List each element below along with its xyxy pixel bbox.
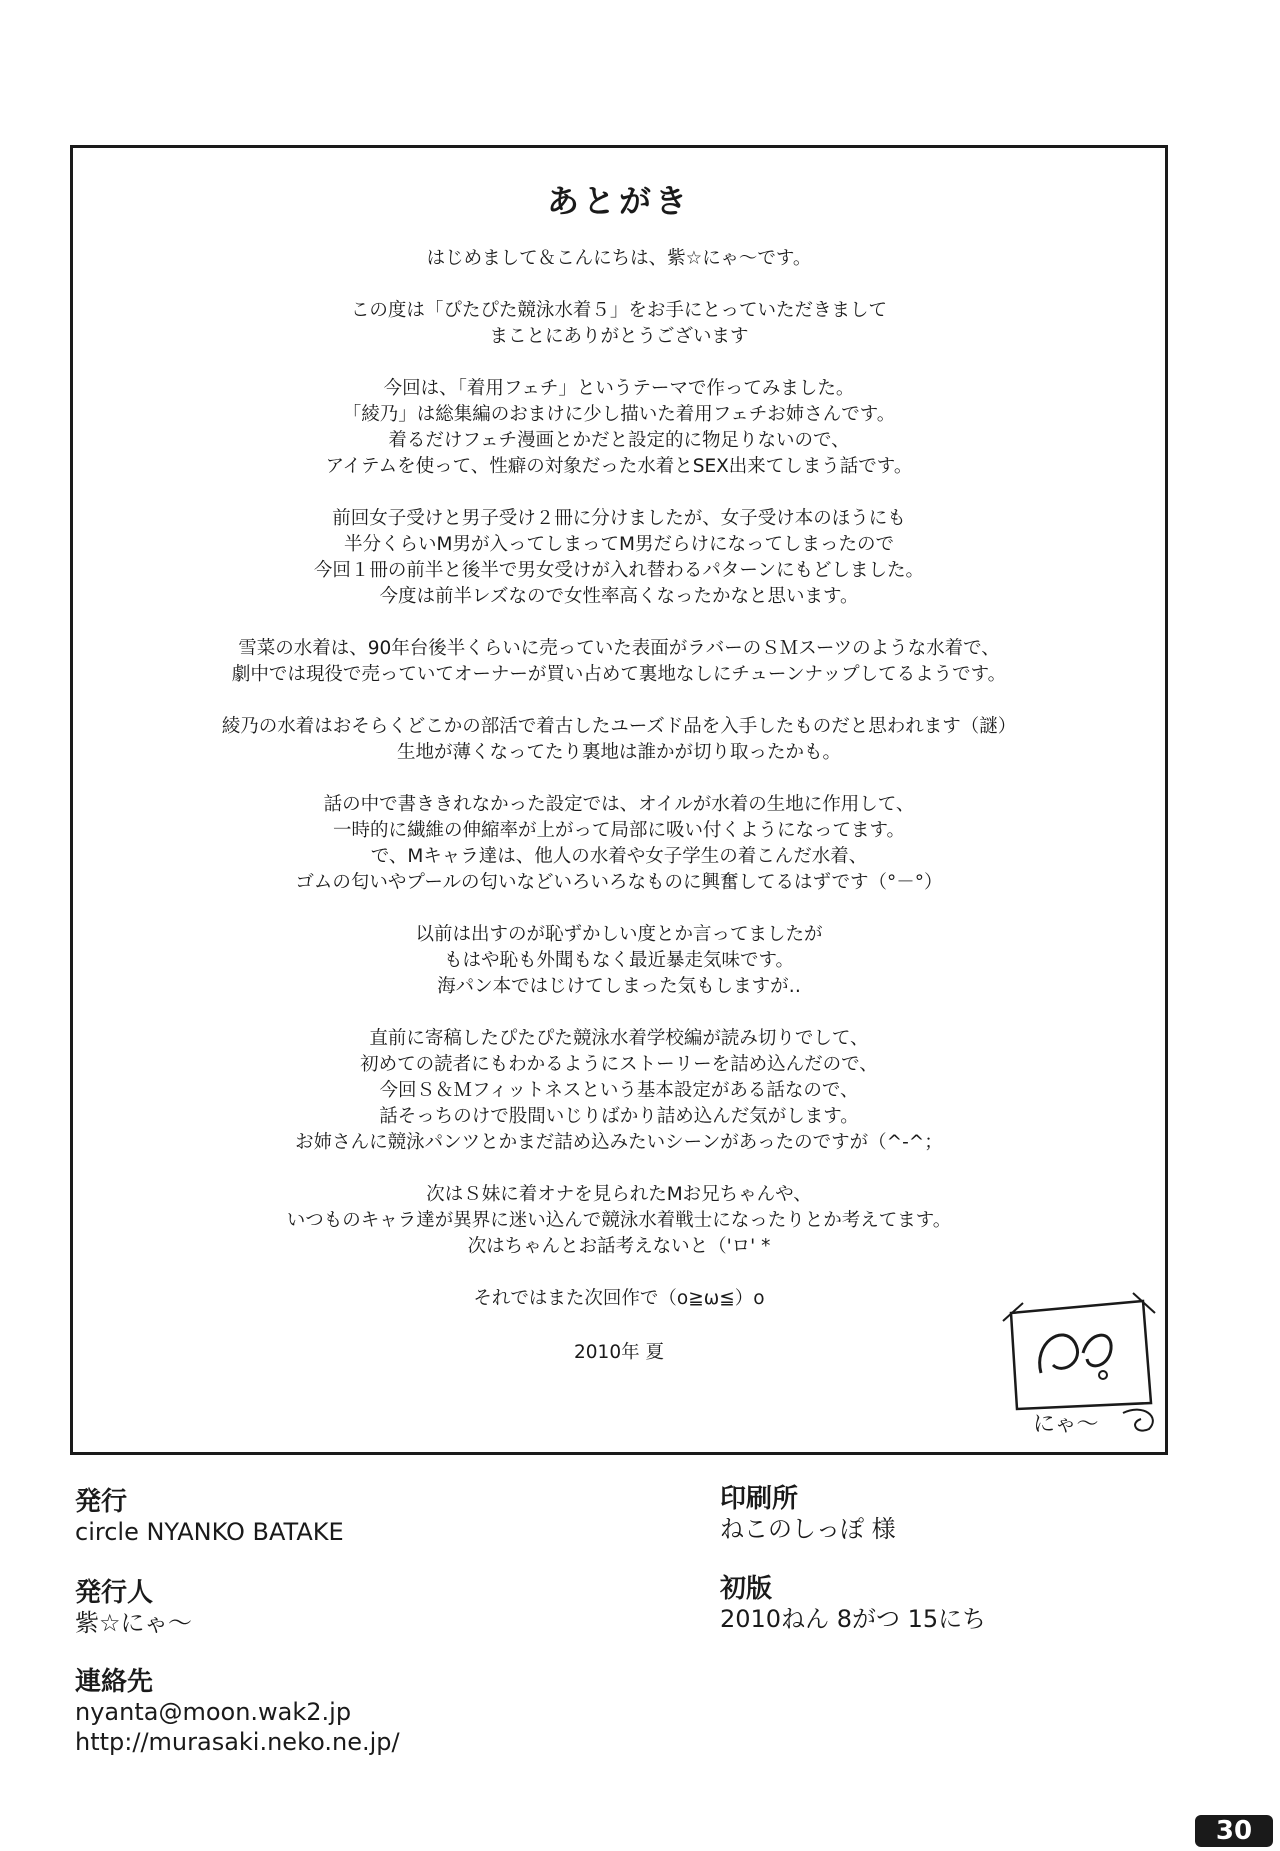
contact-url: http://murasaki.neko.ne.jp/	[75, 1728, 400, 1756]
afterword-paragraph	[73, 506, 1165, 610]
afterword-line: 綾乃の水着はおそらくどこかの部活で着古したユーズド品を入手したものだと思われます（謎）	[221, 716, 1017, 737]
signature-text: にゃ〜	[1033, 1412, 1099, 1433]
afterword-line: 劇中では現役で売っていてオーナーが買い占めて裏地なしにチューンナップしてるようです。	[231, 664, 1007, 685]
afterword-line: 「綾乃」は総集編のおまけに少し描いた着用フェチお姉さんです。	[342, 404, 896, 425]
afterword-line: 次はちゃんとお話考えないと（'ロ' *	[467, 1236, 771, 1257]
contact-label: 連絡先	[75, 1667, 154, 1697]
afterword-line: いつものキャラ達が異界に迷い込んで競泳水着戦士になったりとか考えてます。	[286, 1210, 952, 1231]
afterword-line: 今回１冊の前半と後半で男女受けが入れ替わるパターンにもどしました。	[313, 560, 925, 581]
afterword-paragraph	[73, 376, 1165, 480]
afterword-line: 着るだけフェチ漫画とかだと設定的に物足りないので、	[388, 430, 850, 451]
colophon-publisher	[75, 1487, 344, 1547]
afterword-line: 今度は前半レズなので女性率高くなったかなと思います。	[379, 586, 859, 607]
issuer-value: 紫☆にゃ〜	[75, 1609, 193, 1637]
afterword-box	[70, 145, 1168, 1455]
afterword-line: それではまた次回作で（o≧ω≦）o	[473, 1288, 765, 1309]
printer-label: 印刷所	[720, 1484, 799, 1514]
afterword-line: ゴムの匂いやプールの匂いなどいろいろなものに興奮してるはずです（°－°）	[295, 872, 943, 893]
afterword-date: 2010年 夏	[574, 1342, 664, 1363]
author-signature	[993, 1283, 1173, 1433]
publisher-value: circle NYANKO BATAKE	[75, 1518, 344, 1546]
afterword-line: 海パン本ではじけてしまった気もしますが‥	[437, 976, 801, 997]
page-number: 30	[1195, 1815, 1273, 1847]
afterword-line: 前回女子受けと男子受け２冊に分けましたが、女子受け本のほうにも	[332, 508, 906, 529]
afterword-line: で、Mキャラ達は、他人の水着や女子学生の着こんだ水着、	[370, 846, 868, 867]
contact-email: nyanta@moon.wak2.jp	[75, 1698, 352, 1726]
issuer-label: 発行人	[75, 1578, 154, 1608]
afterword-line: 話の中で書ききれなかった設定では、オイルが水着の生地に作用して、	[323, 794, 915, 815]
colophon-issuer	[75, 1578, 192, 1638]
afterword-line: 次はＳ妹に着オナを見られたMお兄ちゃんや、	[426, 1184, 812, 1205]
afterword-line: この度は「ぴたぴた競泳水着５」をお手にとっていただきまして	[350, 300, 888, 321]
afterword-line: 以前は出すのが恥ずかしい度とか言ってましたが	[415, 924, 823, 945]
afterword-paragraph	[73, 922, 1165, 1000]
afterword-line: 初めての読者にもわかるようにストーリーを詰め込んだので、	[360, 1054, 878, 1075]
afterword-line: 今回は、「着用フェチ」というテーマで作ってみました。	[383, 378, 855, 399]
afterword-title: あとがき	[546, 182, 691, 220]
first-edition-value: 2010ねん 8がつ 15にち	[720, 1605, 987, 1633]
printer-value: ねこのしっぽ 様	[720, 1515, 896, 1543]
colophon-first-edition	[720, 1574, 986, 1634]
colophon-printer	[720, 1484, 896, 1544]
afterword-paragraph	[73, 1182, 1165, 1260]
afterword-body	[73, 246, 1165, 1338]
afterword-line: もはや恥も外聞もなく最近暴走気味です。	[443, 950, 795, 971]
publisher-label: 発行	[75, 1487, 128, 1517]
afterword-paragraph	[73, 246, 1165, 272]
colophon-contact	[75, 1667, 400, 1757]
afterword-line: アイテムを使って、性癖の対象だった水着とSEX出来てしまう話です。	[325, 456, 913, 477]
afterword-line: 生地が薄くなってたり裏地は誰かが切り取ったかも。	[396, 742, 841, 763]
afterword-line: まことにありがとうございます	[489, 326, 749, 347]
afterword-line: 話そっちのけで股間いじりばかり詰め込んだ気がします。	[379, 1106, 859, 1127]
afterword-line: 一時的に繊維の伸縮率が上がって局部に吸い付くようになってます。	[332, 820, 906, 841]
first-edition-label: 初版	[720, 1574, 773, 1604]
afterword-paragraph	[73, 1026, 1165, 1156]
afterword-line: 雪菜の水着は、90年台後半くらいに売っていた表面がラバーのＳＭスーツのような水着で、	[238, 638, 1000, 659]
afterword-paragraph	[73, 792, 1165, 896]
afterword-line: お姉さんに競泳パンツとかまだ詰め込みたいシーンがあったのですが（^-^；	[295, 1132, 943, 1153]
afterword-line: 今回Ｓ＆Ｍフィットネスという基本設定がある話なので、	[379, 1080, 859, 1101]
afterword-line: 半分くらいM男が入ってしまってM男だらけになってしまったので	[344, 534, 894, 555]
afterword-paragraph	[73, 636, 1165, 688]
afterword-line: はじめまして＆こんにちは、紫☆にゃ〜です。	[426, 248, 812, 269]
afterword-paragraph	[73, 714, 1165, 766]
afterword-paragraph	[73, 298, 1165, 350]
afterword-line: 直前に寄稿したぴたぴた競泳水着学校編が読み切りでして、	[369, 1028, 869, 1049]
